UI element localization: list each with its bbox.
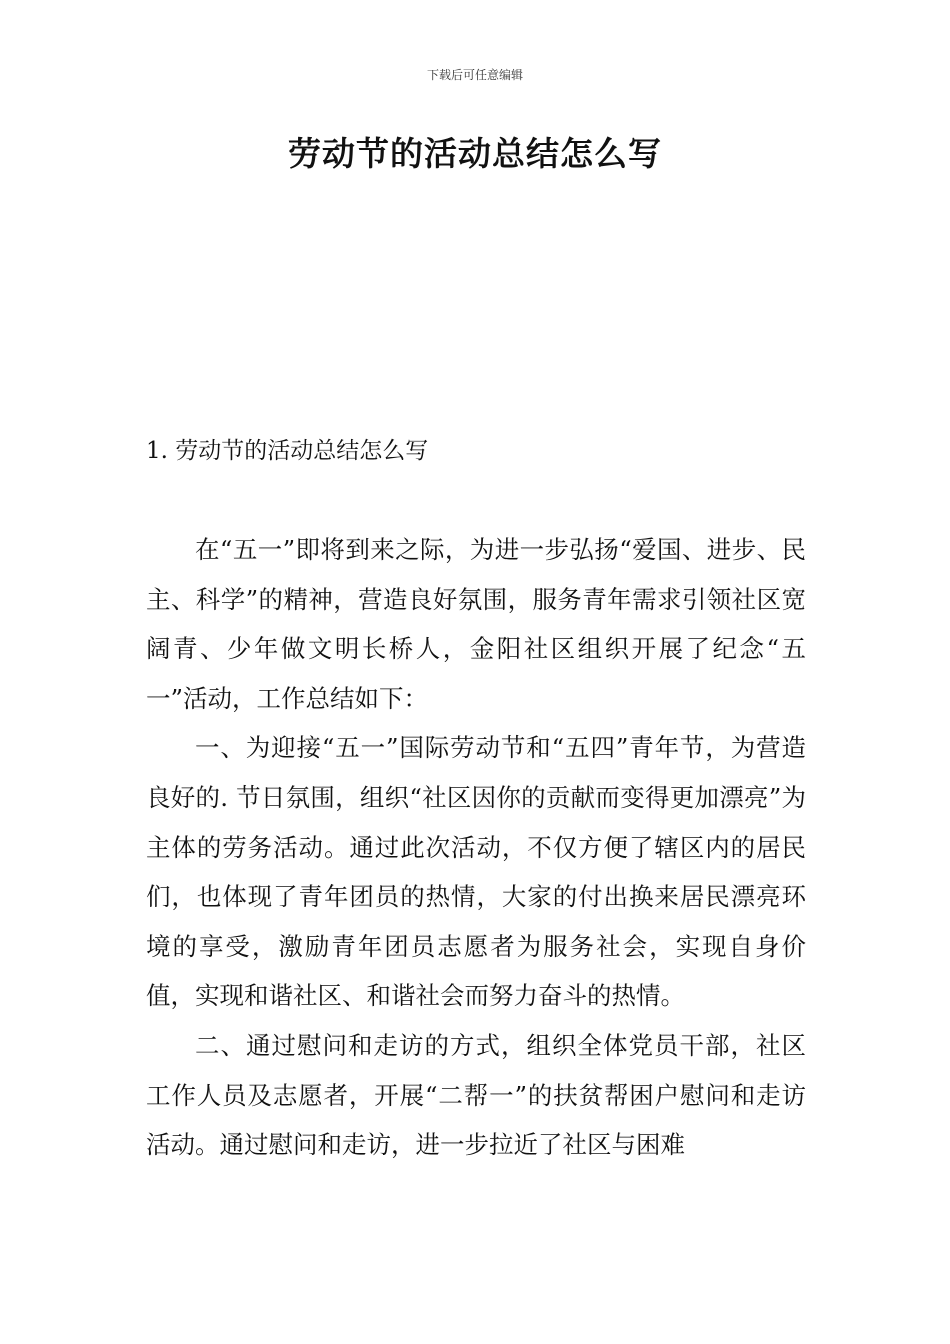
document-title: 劳动节的活动总结怎么写 xyxy=(288,134,662,173)
header-note: 下载后可任意编辑 xyxy=(426,68,523,82)
paragraph-item-two: 二、通过慰问和走访的方式，组织全体党员干部，社区工作人员及志愿者，开展“二帮一”的扶贫帮困户慰问和走访活动。通过慰问和走访，进一步拉近了社区与困难 xyxy=(146,1030,806,1160)
paragraph-intro: 在“五一”即将到来之际，为进一步弘扬“爱国、进步、民主、科学”的精神，营造良好氛围，服务青年需求引领社区宽阔青、少年做文明长桥人，金阳社区组织开展了纪念“五一”活动，工作总结如下： xyxy=(146,535,806,713)
document-body xyxy=(146,525,806,1170)
section-heading: 1. 劳动节的活动总结怎么写 xyxy=(146,438,429,464)
paragraph-item-one: 一、为迎接“五一”国际劳动节和“五四”青年节，为营造良好的. 节日氛围，组织“社区因你的贡献而变得更加漂亮”为主体的劳务活动。通过此次活动，不仅方便了辖区内的居民们，也体现了青年团员的热情，大家的付出换来居民漂亮环境的享受，激励青年团员志愿者为服务社会，实现自身价值，实现和谐社区、和谐社会而努力奋斗的热情。 xyxy=(146,733,806,1011)
